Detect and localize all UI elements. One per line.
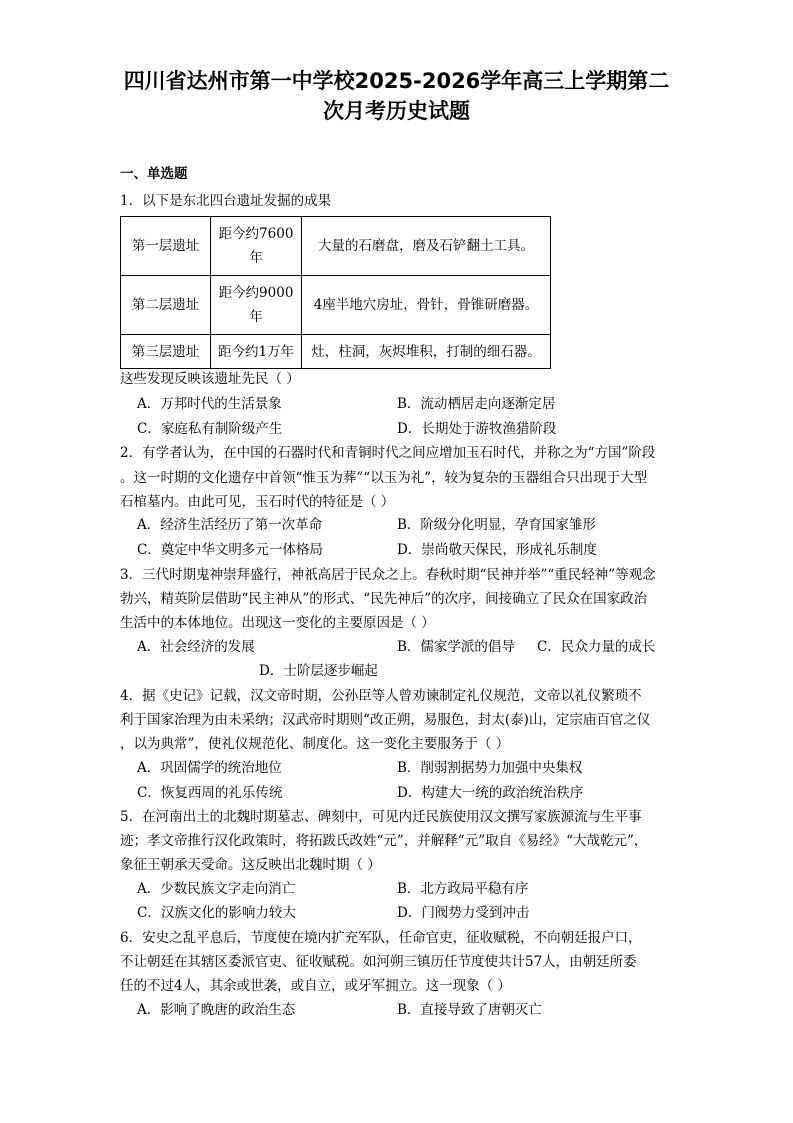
table-cell: 第三层遗址	[121, 335, 211, 369]
q1-sites-table	[120, 216, 551, 369]
q2-stem-line2: 。这一时期的文化遗存中首领“惟玉为葬”“以玉为礼”，较为复杂的玉器组合只出现于大型	[120, 470, 648, 486]
table-cell: 第一层遗址	[121, 217, 211, 276]
q5-option-d[interactable]: D．门阀势力受到冲击	[397, 905, 530, 921]
q4-option-a[interactable]: A．巩固儒学的统治地位	[137, 760, 282, 776]
q2-option-c[interactable]: C．奠定中华文明多元一体格局	[137, 542, 323, 558]
exam-title-line2: 次月考历史试题	[323, 99, 470, 123]
q6-option-b[interactable]: B．直接导致了唐朝灭亡	[397, 1002, 542, 1018]
table-cell: 灶，柱洞，灰烬堆积，打制的细石器。	[302, 335, 551, 369]
table-row	[121, 335, 551, 369]
q2-option-a[interactable]: A．经济生活经历了第一次革命	[137, 517, 323, 533]
q2-stem-line3: 石棺墓内。由此可见，玉石时代的特征是（ ）	[120, 494, 395, 510]
q4-stem-line1: 4．据《史记》记载，汉文帝时期，公孙臣等人曾劝谏制定礼仪规范，文帝以礼仪繁琐不	[120, 688, 642, 704]
q2-option-d[interactable]: D．崇尚敬天保民，形成礼乐制度	[397, 542, 597, 558]
q5-option-c[interactable]: C．汉族文化的影响力较大	[137, 905, 296, 921]
q3-option-b[interactable]: B．儒家学派的倡导	[397, 639, 515, 655]
table-cell: 大量的石磨盘，磨及石铲翻土工具。	[302, 217, 551, 276]
q2-stem-line1: 2．有学者认为，在中国的石器时代和青铜时代之间应增加玉石时代，并称之为“方国”阶段	[120, 445, 656, 461]
q6-stem-line3: 任的不过4人，其余或世袭，或自立，或牙军拥立。这一现象（ ）	[120, 978, 511, 994]
q3-option-a[interactable]: A．社会经济的发展	[137, 639, 255, 655]
q4-stem-line3: ，以为典常”，使礼仪规范化、制度化。这一变化主要服务于（ ）	[120, 736, 510, 752]
q6-stem-line1: 6．安史之乱平息后，节度使在境内扩充军队，任命官吏，征收赋税，不向朝廷报户口，	[120, 930, 642, 946]
q5-option-b[interactable]: B．北方政局平稳有序	[397, 881, 529, 897]
q3-stem-line3: 生活中的本体地位。出现这一变化的主要原因是（ ）	[120, 615, 435, 631]
table-cell: 第二层遗址	[121, 276, 211, 335]
q5-option-a[interactable]: A．少数民族文字走向消亡	[137, 881, 296, 897]
q4-option-d[interactable]: D．构建大一统的政治统治秩序	[397, 785, 584, 801]
q1-option-c[interactable]: C．家庭私有制阶级产生	[137, 421, 283, 437]
q6-option-a[interactable]: A．影响了晚唐的政治生态	[137, 1002, 296, 1018]
q4-option-c[interactable]: C．恢复西周的礼乐传统	[137, 785, 283, 801]
exam-title-line1: 四川省达州市第一中学校2025-2026学年高三上学期第二	[123, 69, 670, 93]
table-cell: 4座半地穴房址，骨针，骨锥研磨器。	[302, 276, 551, 335]
q3-option-d[interactable]: D．士阶层逐步崛起	[259, 663, 378, 679]
q1-question: 这些发现反映该遗址先民（ ）	[120, 371, 300, 387]
q1-option-b[interactable]: B．流动栖居走向逐渐定居	[397, 396, 556, 412]
section-heading: 一、单选题	[120, 166, 188, 182]
q2-option-b[interactable]: B．阶级分化明显，孕育国家雏形	[397, 517, 596, 533]
q1-stem: 1．以下是东北四台遗址发掘的成果	[120, 193, 332, 209]
q3-stem-line2: 勃兴，精英阶层借助“民主神从”的形式、“民先神后”的次序，间接确立了民众在国家政治	[120, 591, 648, 607]
table-row	[121, 217, 551, 276]
table-cell: 距今约9000年	[211, 276, 302, 335]
q1-option-a[interactable]: A．万邦时代的生活景象	[137, 396, 282, 412]
q3-option-c[interactable]: C．民众力量的成长	[537, 639, 656, 655]
q5-stem-line2: 迹；孝文帝推行汉化政策时，将拓跋氏改姓“元”，并解释“元”取自《易经》“大哉乾元”，	[120, 833, 648, 849]
table-row	[121, 276, 551, 335]
q1-option-d[interactable]: D．长期处于游牧渔猎阶段	[397, 421, 557, 437]
q3-stem-line1: 3．三代时期鬼神崇拜盛行，神祇高居于民众之上。春秋时期“民神并举”“重民轻神”等观念	[120, 567, 656, 583]
q6-stem-line2: 不让朝廷在其辖区委派官吏、征收赋税。如河朔三镇历任节度使共计57人，由朝廷所委	[120, 954, 637, 970]
q4-option-b[interactable]: B．削弱割据势力加强中央集权	[397, 760, 583, 776]
table-cell: 距今约7600年	[211, 217, 302, 276]
q5-stem-line3: 象征王朝承天受命。这反映出北魏时期（ ）	[120, 857, 381, 873]
table-cell: 距今约1万年	[211, 335, 302, 369]
q4-stem-line2: 利于国家治理为由未采纳；汉武帝时期则“改正朔，易服色，封太(泰)山，定宗庙百官之仪	[120, 712, 651, 728]
q5-stem-line1: 5．在河南出土的北魏时期墓志、碑刻中，可见内迁民族使用汉文撰写家族源流与生平事	[120, 809, 642, 825]
